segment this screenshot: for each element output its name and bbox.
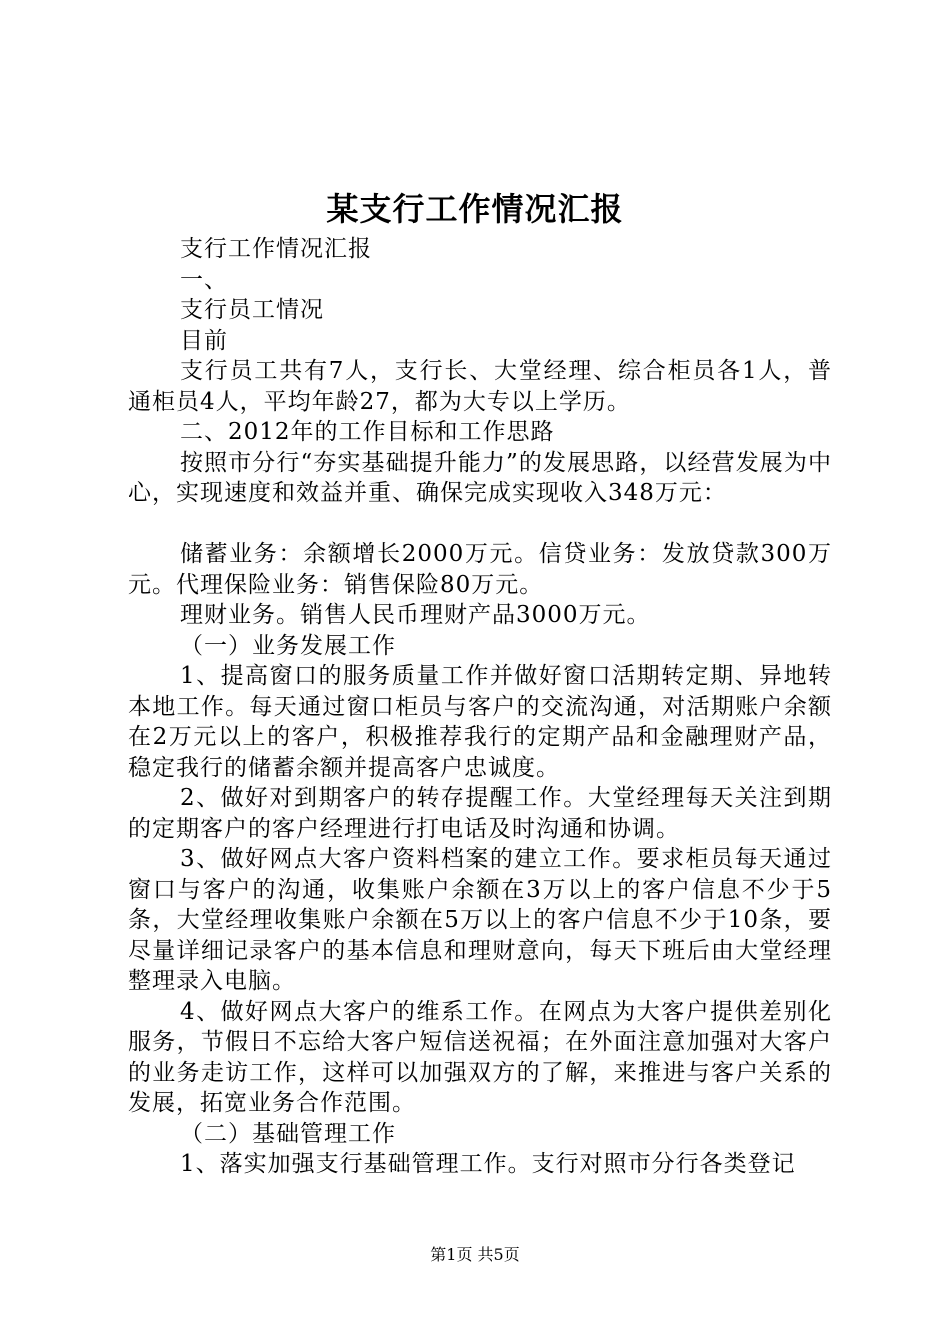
paragraph-strategy: 按照市分行“夯实基础提升能力”的发展思路，以经营发展为中心，实现速度和效益并重、确保完成实现收入348万元：	[128, 449, 832, 506]
paragraph-targets: 储蓄业务：余额增长2000万元。信贷业务：发放贷款300万元。代理保险业务：销售保险80万元。	[128, 541, 832, 598]
paragraph-current: 目前	[180, 327, 228, 354]
page-footer: 第1页 共5页	[430, 1245, 520, 1264]
paragraph-subsection-one: （一）业务发展工作	[180, 632, 396, 659]
paragraph-section-two: 二、2012年的工作目标和工作思路	[180, 419, 555, 445]
paragraph-item-1: 1、提高窗口的服务质量工作并做好窗口活期转定期、异地转本地工作。每天通过窗口柜员与客户的交流沟通，对活期账户余额在2万元以上的客户，积极推荐我行的定期产品和金融理财产品，稳定我行的储蓄余额并提高客户忠诚度。	[128, 663, 832, 781]
paragraph-item-2: 2、做好对到期客户的转存提醒工作。大堂经理每天关注到期的定期客户的客户经理进行打电话及时沟通和协调。	[128, 785, 832, 842]
paragraph-section-number: 一、	[180, 266, 228, 293]
paragraph-wealth: 理财业务。销售人民币理财产品3000万元。	[180, 602, 651, 628]
paragraph-section-title: 支行员工情况	[180, 297, 324, 323]
document-title: 某支行工作情况汇报	[326, 190, 624, 228]
paragraph-item-4: 4、做好网点大客户的维系工作。在网点为大客户提供差别化服务，节假日不忘给大客户短信送祝福；在外面注意加强对大客户的业务走访工作，这样可以加强双方的了解，来推进与客户关系的发展，拓宽业务合作范围。	[128, 998, 832, 1116]
paragraph-subsection-two: （二）基础管理工作	[180, 1120, 396, 1147]
paragraph-basic-item-1: 1、落实加强支行基础管理工作。支行对照市分行各类登记	[180, 1151, 796, 1177]
paragraph-staff: 支行员工共有7人，支行长、大堂经理、综合柜员各1人，普通柜员4人，平均年龄27，都为大专以上学历。	[128, 358, 832, 415]
blank-line	[128, 509, 832, 540]
paragraph-heading: 支行工作情况汇报	[180, 236, 372, 262]
paragraph-item-3: 3、做好网点大客户资料档案的建立工作。要求柜员每天通过窗口与客户的沟通，收集账户余额在3万以上的客户信息不少于5条，大堂经理收集账户余额在5万以上的客户信息不少于10条，要尽量详细记录客户的基本信息和理财意向，每天下班后由大堂经理整理录入电脑。	[128, 846, 832, 994]
document-body	[128, 234, 832, 1180]
